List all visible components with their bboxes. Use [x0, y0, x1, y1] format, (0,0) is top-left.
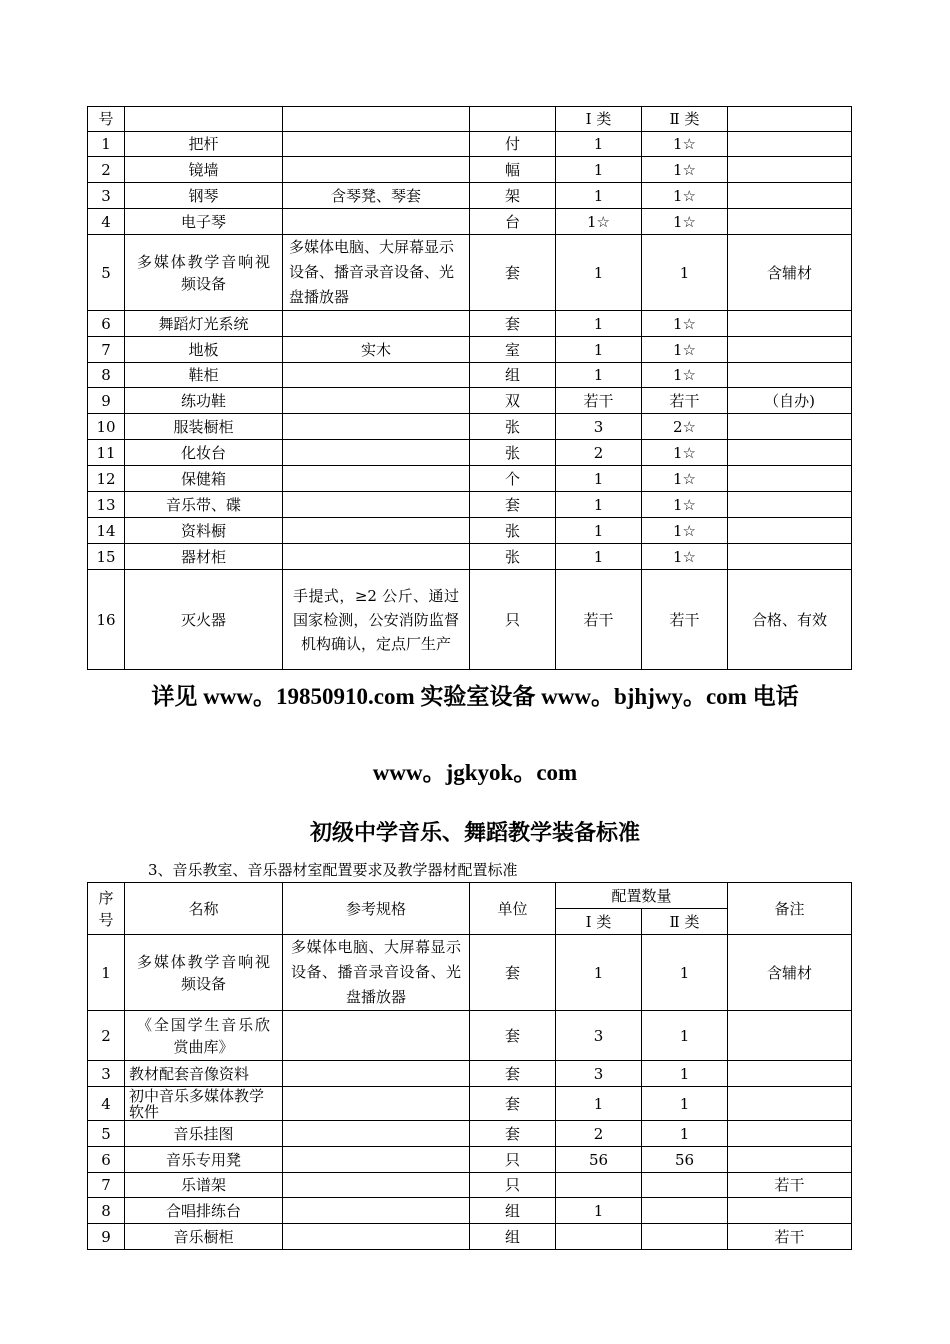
- header-class2: Ⅱ 类: [642, 909, 728, 935]
- table-cell: [283, 363, 470, 388]
- table-cell: 1: [642, 1061, 728, 1087]
- table-cell: 2: [88, 1011, 125, 1061]
- table-row: [88, 1061, 852, 1087]
- table-cell: [642, 1198, 728, 1224]
- table-cell: 6: [88, 311, 125, 337]
- table-cell: 1☆: [556, 209, 642, 235]
- table-cell: 3: [556, 1061, 642, 1087]
- table-cell: 双: [470, 388, 556, 414]
- table-cell: 若干: [556, 388, 642, 414]
- table-cell: 只: [470, 570, 556, 670]
- table-cell: 1: [556, 518, 642, 544]
- header-class1: Ⅰ 类: [556, 909, 642, 935]
- table-cell: 只: [470, 1173, 556, 1198]
- table-row: [88, 337, 852, 363]
- table-cell: [728, 132, 852, 157]
- table-cell: [283, 492, 470, 518]
- table-cell: 11: [88, 440, 125, 466]
- table-cell: 10: [88, 414, 125, 440]
- table-cell: 《全国学生音乐欣赏曲库》: [125, 1011, 283, 1061]
- table-cell: 套: [470, 1011, 556, 1061]
- table-row: [88, 935, 852, 1011]
- table-cell: 若干: [728, 1224, 852, 1250]
- table-cell: 合唱排练台: [125, 1198, 283, 1224]
- table-cell: 4: [88, 1087, 125, 1121]
- table-cell: 套: [470, 1087, 556, 1121]
- table-cell: 练功鞋: [125, 388, 283, 414]
- table-cell: 8: [88, 1198, 125, 1224]
- table-cell: 14: [88, 518, 125, 544]
- table-cell: 1☆: [642, 183, 728, 209]
- header-no: 号: [88, 107, 125, 132]
- table-cell: 音乐带、碟: [125, 492, 283, 518]
- table-row: [88, 388, 852, 414]
- table-cell: 56: [556, 1147, 642, 1173]
- table-cell: [642, 1224, 728, 1250]
- table-cell: 1☆: [642, 132, 728, 157]
- table-cell: [283, 1224, 470, 1250]
- equipment-table-dance: [87, 106, 852, 670]
- table-cell: 1: [556, 466, 642, 492]
- table-cell: 3: [556, 414, 642, 440]
- table-cell: [283, 466, 470, 492]
- table-cell: [642, 1173, 728, 1198]
- table-cell: 钢琴: [125, 183, 283, 209]
- table-cell: [283, 209, 470, 235]
- table-cell: 1☆: [642, 492, 728, 518]
- table-cell: 套: [470, 1061, 556, 1087]
- table-cell: 1: [642, 1087, 728, 1121]
- table-cell: 1: [556, 157, 642, 183]
- empty-cell: [283, 107, 470, 132]
- table-cell: 套: [470, 492, 556, 518]
- table-cell: 套: [470, 235, 556, 311]
- table-cell: 1: [556, 311, 642, 337]
- table-cell: 若干: [642, 388, 728, 414]
- table-cell: 舞蹈灯光系统: [125, 311, 283, 337]
- table-row: [88, 1087, 852, 1121]
- table-cell: 1: [556, 544, 642, 570]
- table-row: [88, 1224, 852, 1250]
- table-cell: 2☆: [642, 414, 728, 440]
- table-row: [88, 363, 852, 388]
- table-row: [88, 1121, 852, 1147]
- header-note: 备注: [728, 883, 852, 935]
- table-cell: 13: [88, 492, 125, 518]
- table-cell: 室: [470, 337, 556, 363]
- table-cell: [283, 440, 470, 466]
- table-row: [88, 414, 852, 440]
- page-title: 初级中学音乐、舞蹈教学装备标准: [309, 820, 640, 846]
- table-cell: 含辅材: [728, 935, 852, 1011]
- table-cell: 1☆: [642, 440, 728, 466]
- table-cell: 1: [88, 132, 125, 157]
- table-cell: 合格、有效: [728, 570, 852, 670]
- header-name: 名称: [125, 883, 283, 935]
- table-row: [88, 518, 852, 544]
- table-cell: 1: [88, 935, 125, 1011]
- table-cell: 实木: [283, 337, 470, 363]
- table-cell: [283, 1061, 470, 1087]
- table-cell: [728, 209, 852, 235]
- table-cell: [283, 518, 470, 544]
- table-cell: [728, 1147, 852, 1173]
- table-cell: 多媒体教学音响视频设备: [125, 235, 283, 311]
- table-cell: 1☆: [642, 363, 728, 388]
- table-cell: [283, 1011, 470, 1061]
- table-row: [88, 157, 852, 183]
- table-cell: 1: [642, 935, 728, 1011]
- table-cell: [283, 414, 470, 440]
- equipment-table-music: [87, 882, 852, 1250]
- table-cell: 若干: [556, 570, 642, 670]
- table-cell: 音乐专用凳: [125, 1147, 283, 1173]
- table-cell: 台: [470, 209, 556, 235]
- table-row: [88, 183, 852, 209]
- table-cell: 1: [556, 235, 642, 311]
- table-cell: [283, 1147, 470, 1173]
- table-cell: 音乐挂图: [125, 1121, 283, 1147]
- table-cell: 1: [556, 1198, 642, 1224]
- table-cell: 组: [470, 1224, 556, 1250]
- table-cell: 1: [556, 183, 642, 209]
- table-cell: 3: [556, 1011, 642, 1061]
- header-class1: Ⅰ 类: [556, 107, 642, 132]
- header-qty: 配置数量: [556, 883, 728, 909]
- table-cell: [728, 1061, 852, 1087]
- table-cell: 3: [88, 183, 125, 209]
- table-cell: [283, 544, 470, 570]
- table-cell: 鞋柜: [125, 363, 283, 388]
- table-cell: 16: [88, 570, 125, 670]
- header-unit: 单位: [470, 883, 556, 935]
- table-cell: 套: [470, 311, 556, 337]
- table-cell: 15: [88, 544, 125, 570]
- table-cell: 套: [470, 935, 556, 1011]
- table-cell: [728, 1198, 852, 1224]
- table-cell: 5: [88, 235, 125, 311]
- table-cell: [728, 337, 852, 363]
- table-cell: （自办): [728, 388, 852, 414]
- table-cell: 乐谱架: [125, 1173, 283, 1198]
- table-cell: 56: [642, 1147, 728, 1173]
- table-cell: 电子琴: [125, 209, 283, 235]
- table-cell: 套: [470, 1121, 556, 1147]
- table-cell: 9: [88, 388, 125, 414]
- table-header-row: [88, 107, 852, 132]
- table-cell: 1: [556, 363, 642, 388]
- table-cell: 镜墙: [125, 157, 283, 183]
- table-caption: 3、音乐教室、音乐器材室配置要求及教学器材配置标准: [148, 861, 518, 879]
- table-cell: 1: [556, 935, 642, 1011]
- header-no: 序号: [88, 883, 125, 935]
- table-row: [88, 1011, 852, 1061]
- table-row: [88, 440, 852, 466]
- table-cell: 幅: [470, 157, 556, 183]
- table-cell: 9: [88, 1224, 125, 1250]
- table-cell: 保健箱: [125, 466, 283, 492]
- table-cell: [728, 311, 852, 337]
- table-cell: 6: [88, 1147, 125, 1173]
- table-cell: 1: [642, 1011, 728, 1061]
- table-cell: 1: [556, 337, 642, 363]
- table-cell: 1: [556, 1087, 642, 1121]
- table-cell: [728, 157, 852, 183]
- table-cell: [556, 1224, 642, 1250]
- table-row: [88, 1147, 852, 1173]
- table-cell: [283, 1173, 470, 1198]
- table-cell: [728, 1011, 852, 1061]
- table-cell: [728, 440, 852, 466]
- table-cell: 多媒体电脑、大屏幕显示设备、播音录音设备、光盘播放器: [283, 235, 470, 311]
- table-cell: 器材柜: [125, 544, 283, 570]
- table-cell: 8: [88, 363, 125, 388]
- empty-cell: [125, 107, 283, 132]
- table-cell: 若干: [728, 1173, 852, 1198]
- table-cell: 初中音乐多媒体教学软件: [125, 1087, 283, 1121]
- table-cell: [283, 157, 470, 183]
- table-cell: 1: [642, 1121, 728, 1147]
- table-row: [88, 466, 852, 492]
- table-cell: 张: [470, 440, 556, 466]
- table-cell: [283, 1121, 470, 1147]
- table-cell: [283, 1198, 470, 1224]
- table-cell: 12: [88, 466, 125, 492]
- table-cell: [728, 466, 852, 492]
- table-row: [88, 132, 852, 157]
- table-cell: 7: [88, 337, 125, 363]
- table-cell: 1: [556, 132, 642, 157]
- table-cell: 含琴凳、琴套: [283, 183, 470, 209]
- table-row: [88, 570, 852, 670]
- table-cell: 音乐橱柜: [125, 1224, 283, 1250]
- table-cell: 只: [470, 1147, 556, 1173]
- header-class2: Ⅱ 类: [642, 107, 728, 132]
- table-cell: 1☆: [642, 157, 728, 183]
- table-cell: 1☆: [642, 209, 728, 235]
- table-cell: 把杆: [125, 132, 283, 157]
- table-row: [88, 544, 852, 570]
- table-cell: 灭火器: [125, 570, 283, 670]
- table-row: [88, 492, 852, 518]
- empty-cell: [470, 107, 556, 132]
- table-cell: 1☆: [642, 311, 728, 337]
- table-cell: [728, 1121, 852, 1147]
- table-cell: 1☆: [642, 466, 728, 492]
- table-cell: 多媒体教学音响视频设备: [125, 935, 283, 1011]
- header-spec: 参考规格: [283, 883, 470, 935]
- table-cell: 2: [88, 157, 125, 183]
- table-cell: [283, 1087, 470, 1121]
- table-cell: 2: [556, 440, 642, 466]
- table-cell: 1: [556, 492, 642, 518]
- table-cell: 7: [88, 1173, 125, 1198]
- table-cell: 3: [88, 1061, 125, 1087]
- table-cell: [283, 311, 470, 337]
- table-cell: 组: [470, 363, 556, 388]
- table-header-row: [88, 883, 852, 909]
- table-cell: 服装橱柜: [125, 414, 283, 440]
- table-cell: 张: [470, 518, 556, 544]
- table-cell: [728, 363, 852, 388]
- table-row: [88, 1173, 852, 1198]
- table-cell: 1☆: [642, 544, 728, 570]
- table-cell: [556, 1173, 642, 1198]
- table-row: [88, 311, 852, 337]
- table-cell: 5: [88, 1121, 125, 1147]
- table-cell: 付: [470, 132, 556, 157]
- table-cell: 组: [470, 1198, 556, 1224]
- table-cell: 手提式，≥2 公斤、通过国家检测，公安消防监督机构确认，定点厂生产: [283, 570, 470, 670]
- table-cell: [728, 1087, 852, 1121]
- table-cell: 资料橱: [125, 518, 283, 544]
- table-cell: 教材配套音像资料: [125, 1061, 283, 1087]
- table-cell: 化妆台: [125, 440, 283, 466]
- table-cell: 若干: [642, 570, 728, 670]
- table-cell: [283, 132, 470, 157]
- table-cell: [728, 414, 852, 440]
- table-cell: 1: [642, 235, 728, 311]
- table-cell: 地板: [125, 337, 283, 363]
- promo-line-1: 详见 www。19850910.com 实验室设备 www。bjhjwy。com 电话: [151, 684, 799, 709]
- table-cell: [728, 544, 852, 570]
- table-row: [88, 209, 852, 235]
- table-row: [88, 235, 852, 311]
- table-cell: 1☆: [642, 518, 728, 544]
- table-cell: [283, 388, 470, 414]
- empty-cell: [728, 107, 852, 132]
- table-cell: 多媒体电脑、大屏幕显示设备、播音录音设备、光盘播放器: [283, 935, 470, 1011]
- table-cell: 张: [470, 544, 556, 570]
- table-cell: [728, 183, 852, 209]
- table-cell: 含辅材: [728, 235, 852, 311]
- table-cell: 2: [556, 1121, 642, 1147]
- table-row: [88, 1198, 852, 1224]
- table-cell: 张: [470, 414, 556, 440]
- promo-line-2: www。jgkyok。com: [372, 760, 578, 785]
- table-cell: [728, 492, 852, 518]
- table-cell: 1☆: [642, 337, 728, 363]
- table-cell: 4: [88, 209, 125, 235]
- table-cell: 架: [470, 183, 556, 209]
- table-cell: 个: [470, 466, 556, 492]
- table-cell: [728, 518, 852, 544]
